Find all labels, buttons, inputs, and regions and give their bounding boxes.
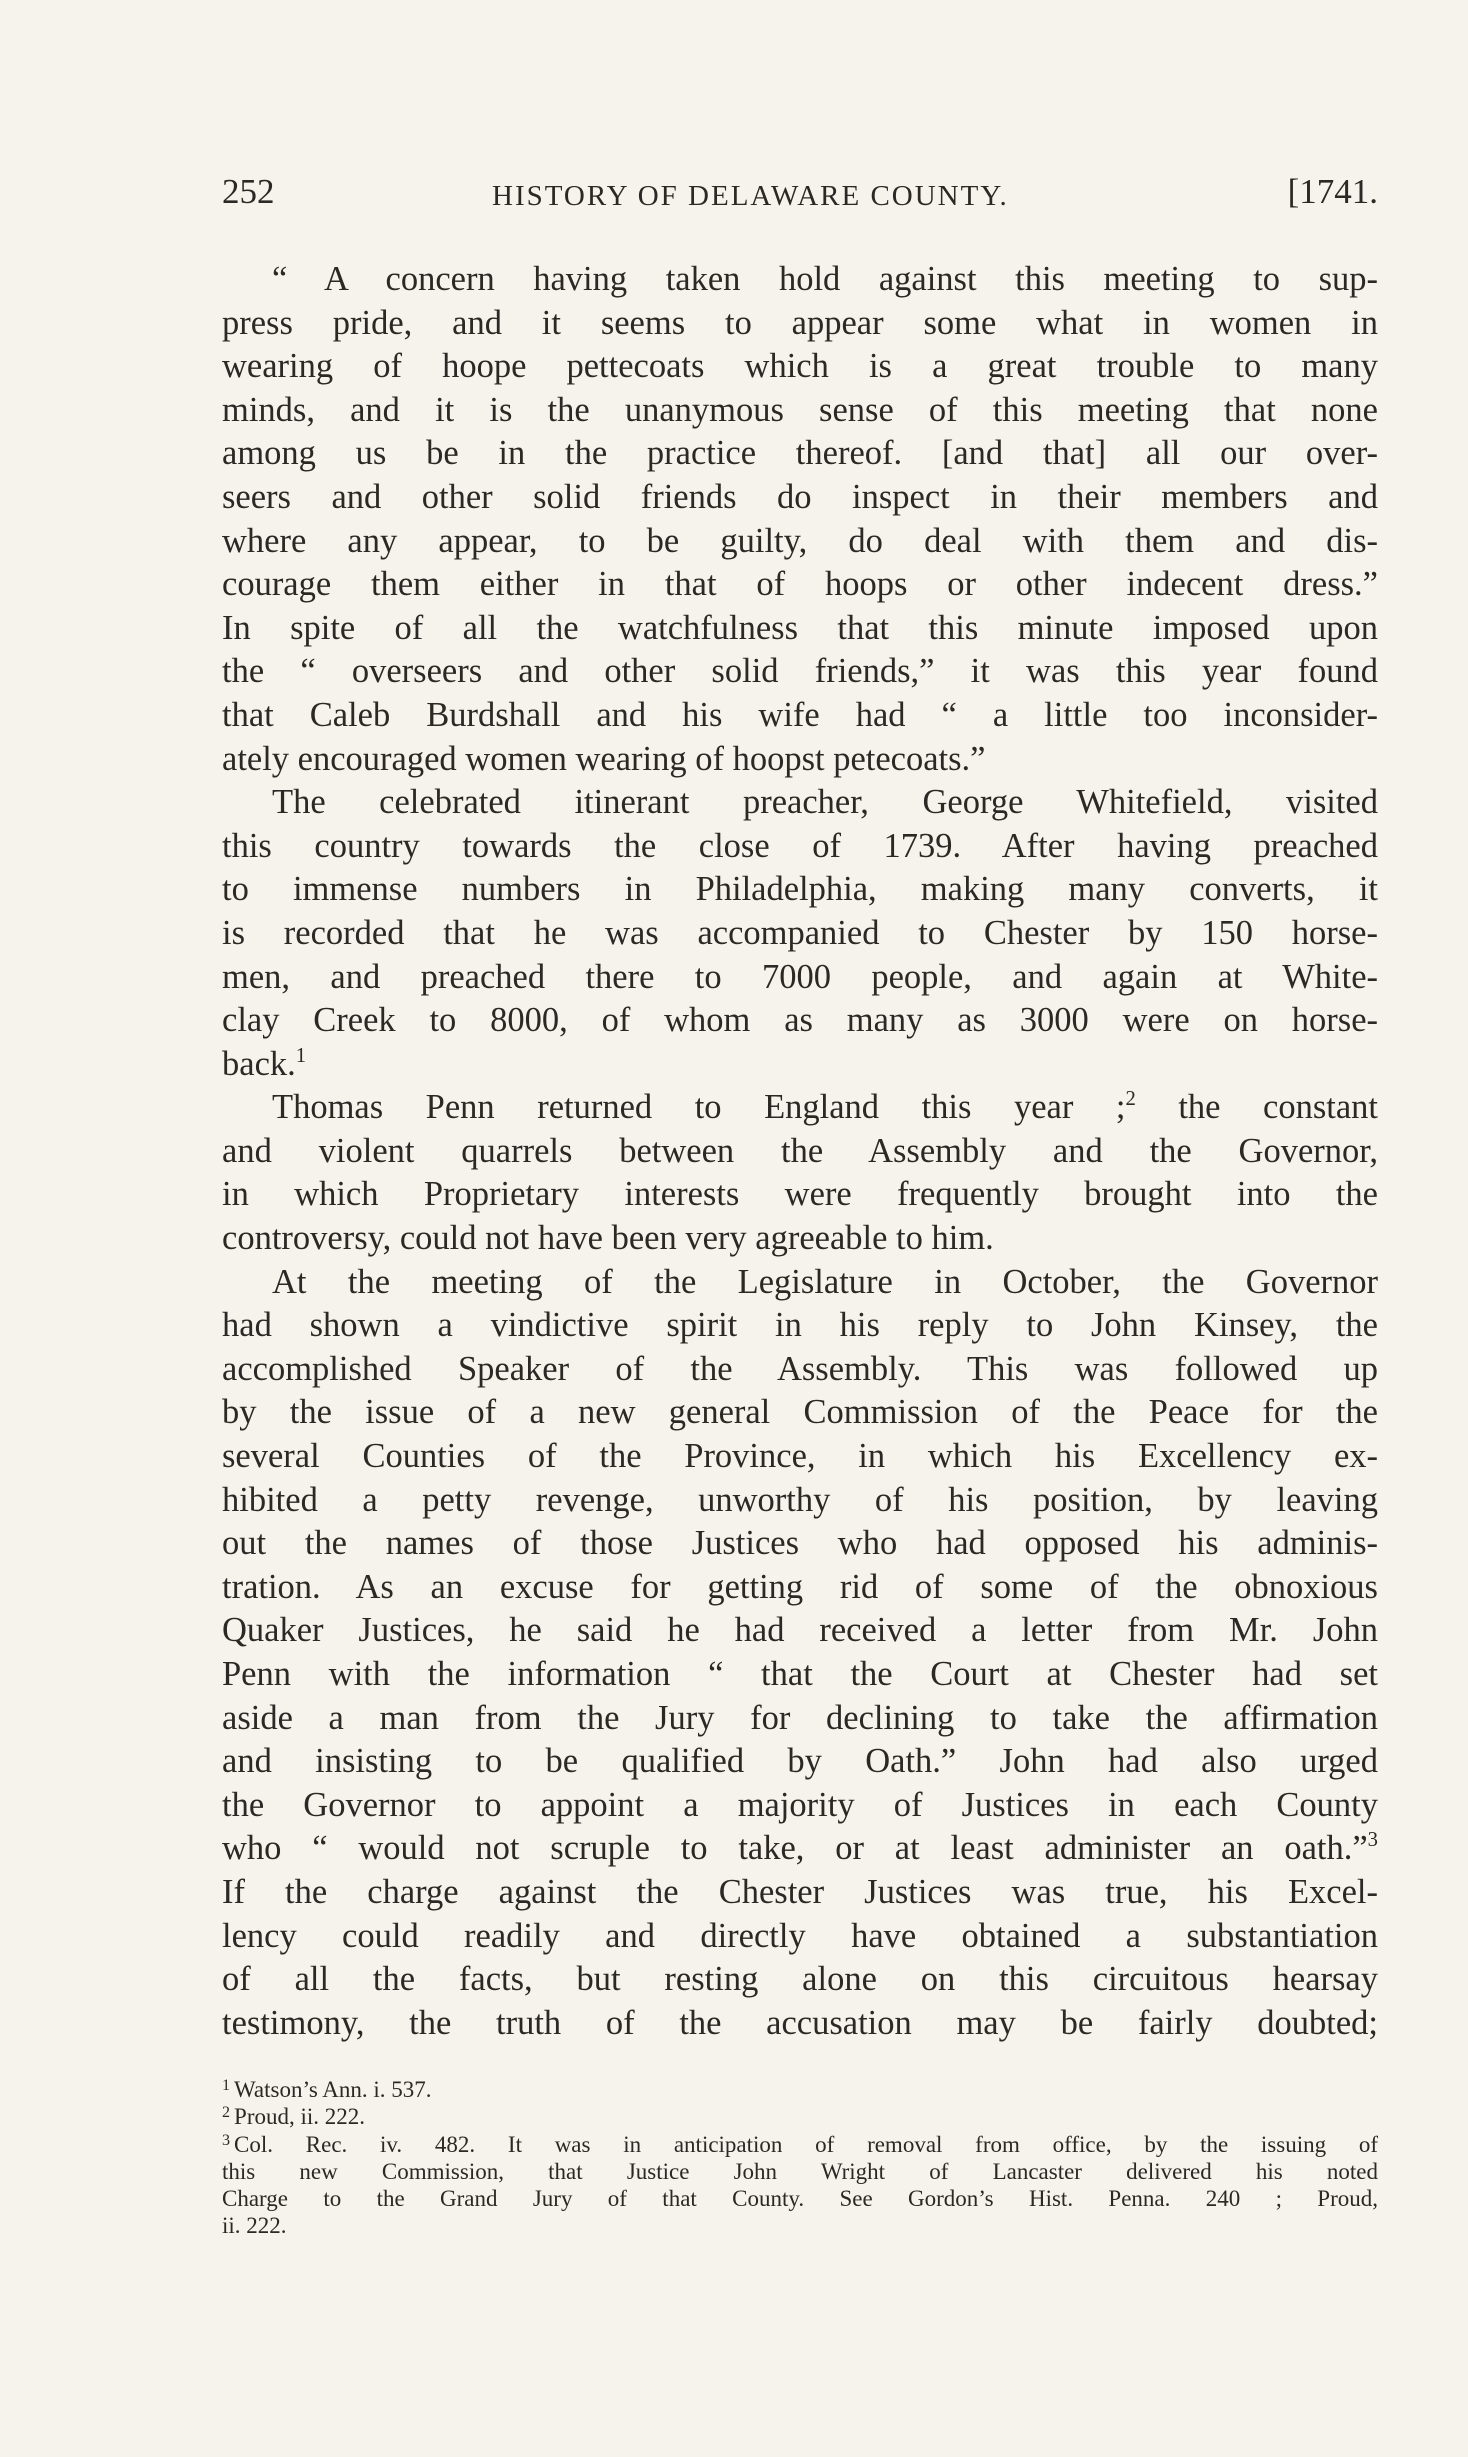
- text-line: [222, 1173, 1378, 1217]
- line-text: The celebrated itinerant preacher, George Whitefield, visited: [272, 783, 1378, 822]
- text-line: [222, 2002, 1378, 2046]
- footnote-text: Proud, ii. 222.: [234, 2104, 366, 2130]
- line-text: and violent quarrels between the Assembly and the Governor,: [222, 1131, 1378, 1170]
- line-text: clay Creek to 8000, of whom as many as 3000 were on horse-: [222, 1001, 1378, 1040]
- line-text: If the charge against the Chester Justices was true, his Excel-: [222, 1872, 1378, 1911]
- text-line: [222, 1261, 1378, 1305]
- line-text: accomplished Speaker of the Assembly. This was followed up: [222, 1349, 1378, 1388]
- text-line: [222, 1609, 1378, 1653]
- footnote-line: [222, 2076, 1378, 2103]
- line-text: in which Proprietary interests were frequently brought into the: [222, 1175, 1378, 1214]
- line-text: In spite of all the watchfulness that this minute imposed upon: [222, 608, 1378, 647]
- text-line: [222, 258, 1378, 302]
- text-line: [222, 956, 1378, 1000]
- line-text: minds, and it is the unanymous sense of this meeting that none: [222, 390, 1378, 429]
- line-text: Penn with the information “ that the Court at Chester had set: [222, 1655, 1378, 1693]
- line-text: is recorded that he was accompanied to Chester by 150 horse-: [222, 913, 1378, 952]
- footnote-reference: 3: [1367, 1829, 1378, 1852]
- line-text: where any appear, to be guilty, do deal with them and dis-: [222, 521, 1378, 560]
- line-text: seers and other solid friends do inspect in their members and: [222, 477, 1378, 516]
- text-line: [222, 432, 1378, 476]
- text-line: [222, 1086, 1378, 1130]
- footnote-number: 2: [222, 2104, 231, 2122]
- running-title: HISTORY OF DELAWARE COUNTY.: [492, 180, 1009, 212]
- footnote-number: 3: [222, 2131, 231, 2149]
- text-line: [222, 607, 1378, 651]
- text-line: [222, 1435, 1378, 1479]
- line-text: several Counties of the Province, in which his Excellency ex-: [222, 1437, 1378, 1476]
- text-line: [222, 694, 1378, 738]
- text-line: [222, 781, 1378, 825]
- footnote-text: Charge to the Grand Jury of that County. See Gordon’s Hist. Penna. 240 ; Proud,: [222, 2186, 1378, 2212]
- text-line: [222, 1130, 1378, 1174]
- line-text: courage them either in that of hoops or other indecent dress.”: [222, 565, 1378, 604]
- line-text: back.: [222, 1044, 296, 1083]
- line-text-continued: the constant: [1135, 1088, 1378, 1127]
- line-text: who “ would not scruple to take, or at least administer an oath.”: [222, 1829, 1368, 1868]
- text-line: [222, 1217, 1378, 1261]
- line-text: lency could readily and directly have obtained a substantiation: [222, 1916, 1378, 1955]
- line-text: to immense numbers in Philadelphia, making many converts, it: [222, 870, 1378, 909]
- text-line: [222, 1740, 1378, 1784]
- line-text: out the names of those Justices who had opposed his adminis-: [222, 1524, 1378, 1563]
- line-text: this country towards the close of 1739. After having preached: [222, 826, 1378, 865]
- line-text: the Governor to appoint a majority of Justices in each County: [222, 1785, 1378, 1824]
- text-line: [222, 476, 1378, 520]
- text-line: [222, 389, 1378, 433]
- line-text: aside a man from the Jury for declining to take the affirmation: [222, 1698, 1378, 1737]
- line-text: by the issue of a new general Commission of the Peace for the: [222, 1393, 1378, 1432]
- footnotes: [222, 2076, 1378, 2240]
- line-text: had shown a vindictive spirit in his reply to John Kinsey, the: [222, 1306, 1378, 1345]
- footnote-number: 1: [222, 2077, 231, 2094]
- footnote-line: [222, 2158, 1378, 2185]
- footnote-line: [222, 2103, 1378, 2130]
- footnote-reference: 2: [1125, 1088, 1136, 1111]
- line-text: of all the facts, but resting alone on this circuitous hearsay: [222, 1960, 1378, 1999]
- text-line: [222, 868, 1378, 912]
- line-text: wearing of hoope pettecoats which is a great trouble to many: [222, 347, 1378, 386]
- line-text: controversy, could not have been very agreeable to him.: [222, 1219, 994, 1258]
- line-text: press pride, and it seems to appear some what in women in: [222, 303, 1378, 342]
- text-line: [222, 1653, 1378, 1697]
- footnote-text: Col. Rec. iv. 482. It was in anticipation of removal from office, by the issuing of: [234, 2131, 1378, 2157]
- text-line: [222, 1827, 1378, 1871]
- text-line: [222, 738, 1378, 782]
- line-text: men, and preached there to 7000 people, and again at White-: [222, 957, 1378, 996]
- footnote-line: [222, 2185, 1378, 2212]
- text-line: [222, 1522, 1378, 1566]
- footnote-line: [222, 2131, 1378, 2158]
- body-text: [222, 258, 1378, 2045]
- text-line: [222, 1304, 1378, 1348]
- text-line: [222, 1958, 1378, 2002]
- text-line: [222, 1784, 1378, 1828]
- line-text: At the meeting of the Legislature in October, the Governor: [272, 1262, 1378, 1301]
- footnote-reference: 1: [295, 1044, 307, 1067]
- line-text: tration. As an excuse for getting rid of some of the obnoxious: [222, 1567, 1378, 1606]
- year-marker: [1741.: [1287, 172, 1378, 211]
- line-text: among us be in the practice thereof. [and that] all our over-: [222, 434, 1378, 473]
- text-line: [222, 302, 1378, 346]
- text-line: [222, 1479, 1378, 1523]
- line-text: and insisting to be qualified by Oath.” John had also urged: [222, 1742, 1378, 1781]
- footnote-text: this new Commission, that Justice John Wright of Lancaster delivered his noted: [222, 2158, 1378, 2184]
- line-text: hibited a petty revenge, unworthy of his position, by leaving: [222, 1480, 1378, 1519]
- footnote-text: ii. 222.: [222, 2213, 287, 2239]
- text-line: [222, 912, 1378, 956]
- footnote-line: [222, 2212, 1378, 2239]
- text-line: [222, 825, 1378, 869]
- text-line: [222, 1391, 1378, 1435]
- footnote-text: Watson’s Ann. i. 537.: [234, 2077, 432, 2102]
- text-line: [222, 563, 1378, 607]
- line-text: “ A concern having taken hold against this meeting to sup-: [272, 260, 1378, 298]
- line-text: that Caleb Burdshall and his wife had “ a little too inconsider-: [222, 695, 1378, 734]
- text-line: [222, 650, 1378, 694]
- text-line: [222, 520, 1378, 564]
- text-line: [222, 1348, 1378, 1392]
- text-line: [222, 345, 1378, 389]
- text-line: [222, 1871, 1378, 1915]
- line-text: testimony, the truth of the accusation may be fairly doubted;: [222, 2003, 1378, 2042]
- page-number: 252: [222, 172, 275, 211]
- line-text: Quaker Justices, he said he had received a letter from Mr. John: [222, 1611, 1378, 1650]
- line-text: Thomas Penn returned to England this year ;: [272, 1088, 1126, 1127]
- text-line: [222, 1043, 1378, 1087]
- text-line: [222, 1697, 1378, 1741]
- line-text: the “ overseers and other solid friends,” it was this year found: [222, 652, 1378, 691]
- text-line: [222, 1915, 1378, 1959]
- line-text: ately encouraged women wearing of hoopst petecoats.”: [222, 739, 986, 778]
- text-line: [222, 999, 1378, 1043]
- text-line: [222, 1566, 1378, 1610]
